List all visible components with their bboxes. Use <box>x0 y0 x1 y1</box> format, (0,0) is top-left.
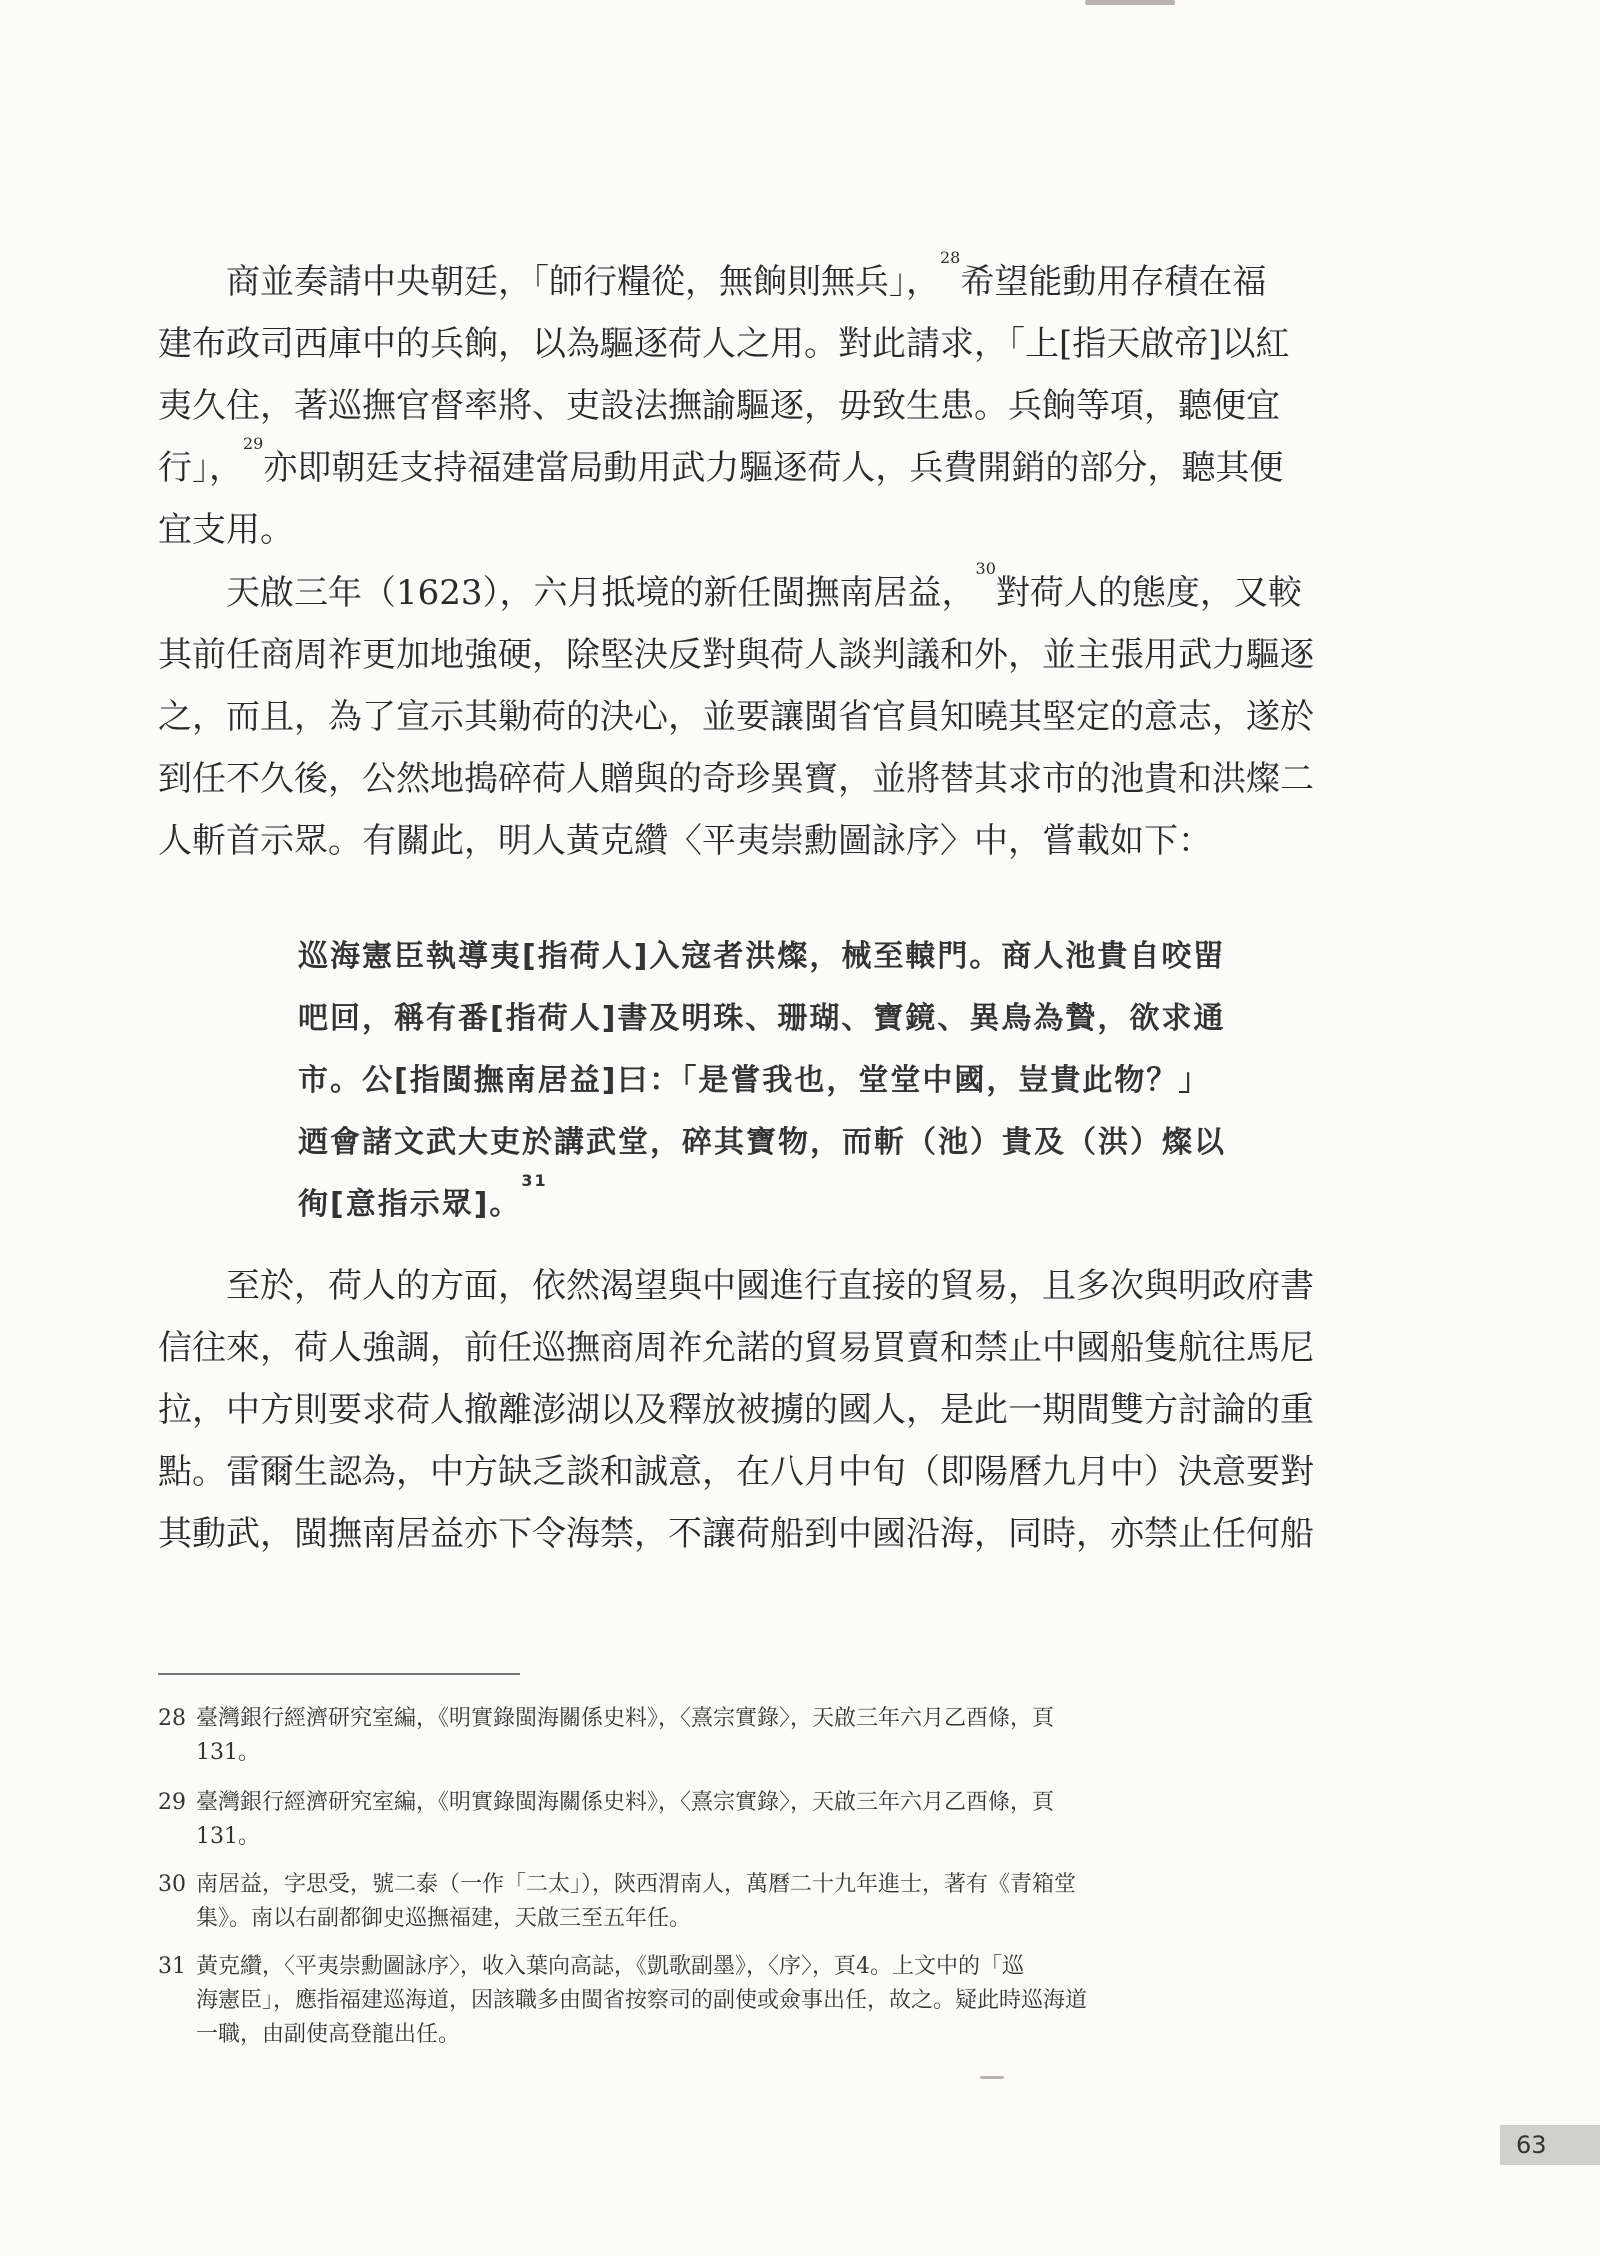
body-line: 其動武，閩撫南居益亦下令海禁，不讓荷船到中國沿海，同時，亦禁止任何船 <box>158 1514 1314 1554</box>
body-line: 宜支用。 <box>158 510 294 550</box>
footnote-text: 臺灣銀行經濟研究室編，《明實錄閩海關係史料》，〈熹宗實錄〉，天啟三年六月乙酉條，頁 <box>196 1790 1055 1815</box>
footnote-text: 131。 <box>196 1824 260 1849</box>
body-line: 至於，荷人的方面，依然渴望與中國進行直接的貿易，且多次與明政府書 <box>226 1266 1314 1306</box>
body-line: 行」，$^{29}$亦即朝廷支持福建當局動用武力驅逐荷人，兵費開銷的部分，聽其便 <box>158 437 1348 499</box>
body-line: 點。雷爾生認為，中方缺乏談和誠意，在八月中旬（即陽曆九月中）決意要對 <box>158 1452 1314 1492</box>
quote-line: 市。公[指閩撫南居益]曰：「是嘗我也，堂堂中國，豈貴此物？」 <box>298 1063 1211 1098</box>
footnote-text: 131。 <box>196 1740 260 1765</box>
footnote-number: 30 <box>158 1872 186 1897</box>
scan-mark-top <box>1085 0 1175 5</box>
body-line: 之，而且，為了宣示其勦荷的決心，並要讓閩省官員知曉其堅定的意志，遂於 <box>158 697 1314 737</box>
quote-line: 吧回，稱有番[指荷人]書及明珠、珊瑚、寶鏡、異鳥為贄，欲求通 <box>298 1001 1226 1036</box>
body-paragraph-1 <box>158 251 1348 561</box>
body-line: 夷久住，著巡撫官督率將、吏設法撫諭驅逐，毋致生患。兵餉等項，聽便宜 <box>158 386 1280 426</box>
footnote-ref-30[interactable]: 30 <box>975 562 996 578</box>
footnote-number: 29 <box>158 1790 186 1815</box>
body-line: 人斬首示眾。有關此，明人黃克纘〈平夷崇勳圖詠序〉中，嘗載如下： <box>158 821 1212 861</box>
footnote-30 <box>158 1868 1348 1936</box>
footnote-number: 28 <box>158 1706 186 1731</box>
page-number: 63 <box>1500 2125 1600 2165</box>
footnote-ref-28[interactable]: 28 <box>940 251 961 267</box>
body-line: 到任不久後，公然地搗碎荷人贈與的奇珍異寶，並將替其求市的池貴和洪燦二 <box>158 759 1314 799</box>
quote-line: 迺會諸文武大吏於講武堂，碎其寶物，而斬（池）貴及（洪）燦以 <box>298 1125 1226 1160</box>
body-line: 其前任商周祚更加地強硬，除堅決反對與荷人談判議和外，並主張用武力驅逐 <box>158 635 1314 675</box>
body-line: 天啟三年（1623），六月抵境的新任閩撫南居益，$^{30}$對荷人的態度，又較 <box>158 562 1348 624</box>
body-paragraph-2 <box>158 562 1348 872</box>
scan-mark-bottom <box>980 2076 1004 2079</box>
footnote-text: 黃克纘，〈平夷崇勳圖詠序〉，收入葉向高誌，《凱歌副墨》，〈序〉，頁4。上文中的「巡 <box>196 1954 1025 1979</box>
footnote-ref-31[interactable]: 31 <box>521 1174 548 1190</box>
footnote-text: 南居益，字思受，號二泰（一作「二太」），陝西渭南人，萬曆二十九年進士，著有《青箱堂 <box>196 1872 1077 1897</box>
block-quote <box>298 926 1353 1236</box>
footnote-text: 海憲臣」，應指福建巡海道，因該職多由閩省按察司的副使或僉事出任，故之。疑此時巡海道 <box>196 1988 1088 2013</box>
body-line: 拉，中方則要求荷人撤離澎湖以及釋放被擄的國人，是此一期間雙方討論的重 <box>158 1390 1314 1430</box>
quote-line: 徇[意指示眾]。$^{31}$ <box>298 1174 1353 1236</box>
footnote-text: 集》。南以右副都御史巡撫福建，天啟三至五年任。 <box>196 1906 692 1931</box>
footnote-29 <box>158 1786 1348 1854</box>
footnote-ref-29[interactable]: 29 <box>243 437 264 453</box>
footnote-31 <box>158 1950 1348 2052</box>
footnote-text: 一職，由副使高登龍出任。 <box>196 2022 461 2047</box>
body-line: 信往來，荷人強調，前任巡撫商周祚允諾的貿易買賣和禁止中國船隻航往馬尼 <box>158 1328 1314 1368</box>
footnote-number: 31 <box>158 1954 186 1979</box>
footnote-28 <box>158 1702 1348 1770</box>
body-line: 建布政司西庫中的兵餉，以為驅逐荷人之用。對此請求，「上[指天啟帝]以紅 <box>158 324 1290 364</box>
footnote-divider <box>158 1673 520 1675</box>
quote-line: 巡海憲臣執導夷[指荷人]入寇者洪燦，械至轅門。商人池貴自咬㽞 <box>298 939 1226 974</box>
footnote-text: 臺灣銀行經濟研究室編，《明實錄閩海關係史料》，〈熹宗實錄〉，天啟三年六月乙酉條，頁 <box>196 1706 1055 1731</box>
body-paragraph-3 <box>158 1255 1348 1565</box>
body-line: 商並奏請中央朝廷，「師行糧從，無餉則無兵」，$^{28}$希望能動用存積在福 <box>158 251 1348 313</box>
